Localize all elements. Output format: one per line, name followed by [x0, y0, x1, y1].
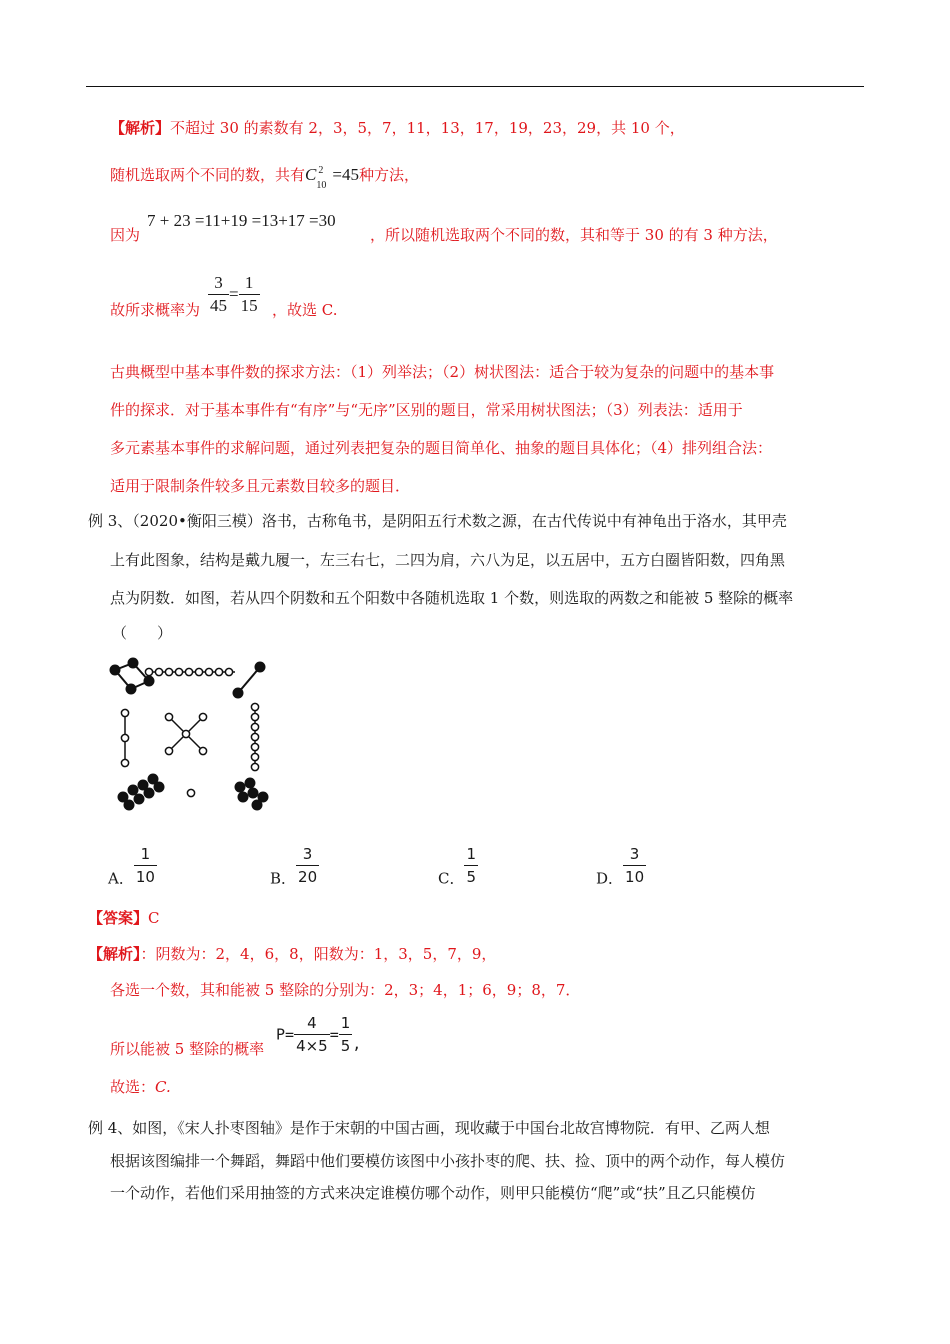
analysis-line-3-tail: ，所以随机选取两个不同的数，其和等于 30 的有 3 种方法，: [370, 226, 778, 244]
fraction-1-15: $\frac{1}{15}$: [240, 273, 258, 315]
fraction-3-45: $\frac{3}{45}$: [210, 273, 227, 315]
example4-line-1: 例 4、如图，《宋人扑枣图轴》是作于宋朝的中国古画，现收藏于中国台北故宫博物院．有甲、乙两人想: [88, 1119, 770, 1137]
method-note-line-1: 古典概型中基本事件数的探求方法：（1）列举法；（2）树状图法：适合于较为复杂的问题中的基本事: [110, 363, 775, 381]
analysis-line-4-pre: 故所求概率为: [110, 301, 201, 319]
method-note-line-3: 多元素基本事件的求解问题，通过列表把复杂的题目简单化、抽象的题目具体化；（4）排列组合法：: [110, 439, 773, 457]
answer-value: C: [148, 909, 160, 927]
option-a[interactable]: A． $\frac{1}{10}$: [108, 845, 155, 888]
analysis-tag: 【解析】: [110, 119, 171, 137]
method-note-line-4: 适用于限制条件较多且元素数目较多的题目．: [110, 477, 411, 495]
example4-line-2: 根据该图编排一个舞蹈，舞蹈中他们要模仿该图中小孩扑枣的爬、扶、捡、顶中的两个动作，每人模仿: [110, 1152, 786, 1170]
example3-line-1: 例 3、（2020•衡阳三模）洛书，古称龟书，是阴阳五行术数之源，在古代传说中有神龟出于洛水，其甲壳: [88, 512, 787, 530]
analysis-line-1: 【解析】不超过 30 的素数有 2，3，5，7，11，13，17，19，23，29，共 10 个，: [110, 119, 685, 137]
example3-analysis-line-2: 各选一个数，其和能被 5 整除的分别为：2，3；4，1；6，9；8，7．: [110, 981, 581, 999]
option-d[interactable]: D． $\frac{3}{10}$: [596, 845, 645, 888]
probability-p-expression: P= $\frac{4}{4\times 5}$ = $\frac{1}{5}$ ,: [276, 1014, 362, 1055]
sum-equation: 7 + 23 =11+19 =13+17 =30: [147, 211, 336, 230]
option-b[interactable]: B． $\frac{3}{20}$: [270, 845, 318, 888]
example3-line-3: 点为阴数．如图，若从四个阴数和五个阳数中各随机选取 1 个数，则选取的两数之和能被 5 整除的概率: [110, 589, 794, 607]
method-note-line-2: 件的探求．对于基本事件有“有序”与“无序”区别的题目，常采用树状图法；（3）列表法：适用于: [110, 401, 743, 419]
example3-analysis-line-1: 【解析】：阴数为：2，4，6，8，阳数为：1，3，5，7，9，: [88, 945, 497, 963]
answer-line: 【答案】C: [88, 909, 160, 927]
example3-analysis-line-3: 所以能被 5 整除的概率: [110, 1040, 265, 1058]
analysis-line-3: 因为: [110, 226, 141, 244]
header-rule: [86, 86, 864, 87]
probability-expression: $\frac{3}{45}$ = $\frac{1}{15}$: [210, 273, 258, 315]
luoshu-diagram: [105, 655, 285, 815]
analysis-line-4-tail: ，故选 C.: [272, 301, 338, 319]
analysis-line-2: 随机选取两个不同的数，共有C 2 10 =45种方法，: [110, 165, 419, 191]
example3-choose-line: 故选：C.: [110, 1078, 171, 1096]
option-c[interactable]: C． $\frac{1}{5}$: [438, 845, 477, 888]
example3-line-2: 上有此图象，结构是戴九履一，左三右七，二四为肩，六八为足，以五居中，五方白圈皆阳数，四角黑: [110, 551, 786, 569]
example4-line-3: 一个动作，若他们采用抽签的方式来决定谁模仿哪个动作，则甲只能模仿“爬”或“扶”且乙只能模仿: [110, 1184, 756, 1202]
combination-indices: 2 10: [316, 165, 327, 191]
example3-blank: （ ）: [112, 624, 173, 642]
